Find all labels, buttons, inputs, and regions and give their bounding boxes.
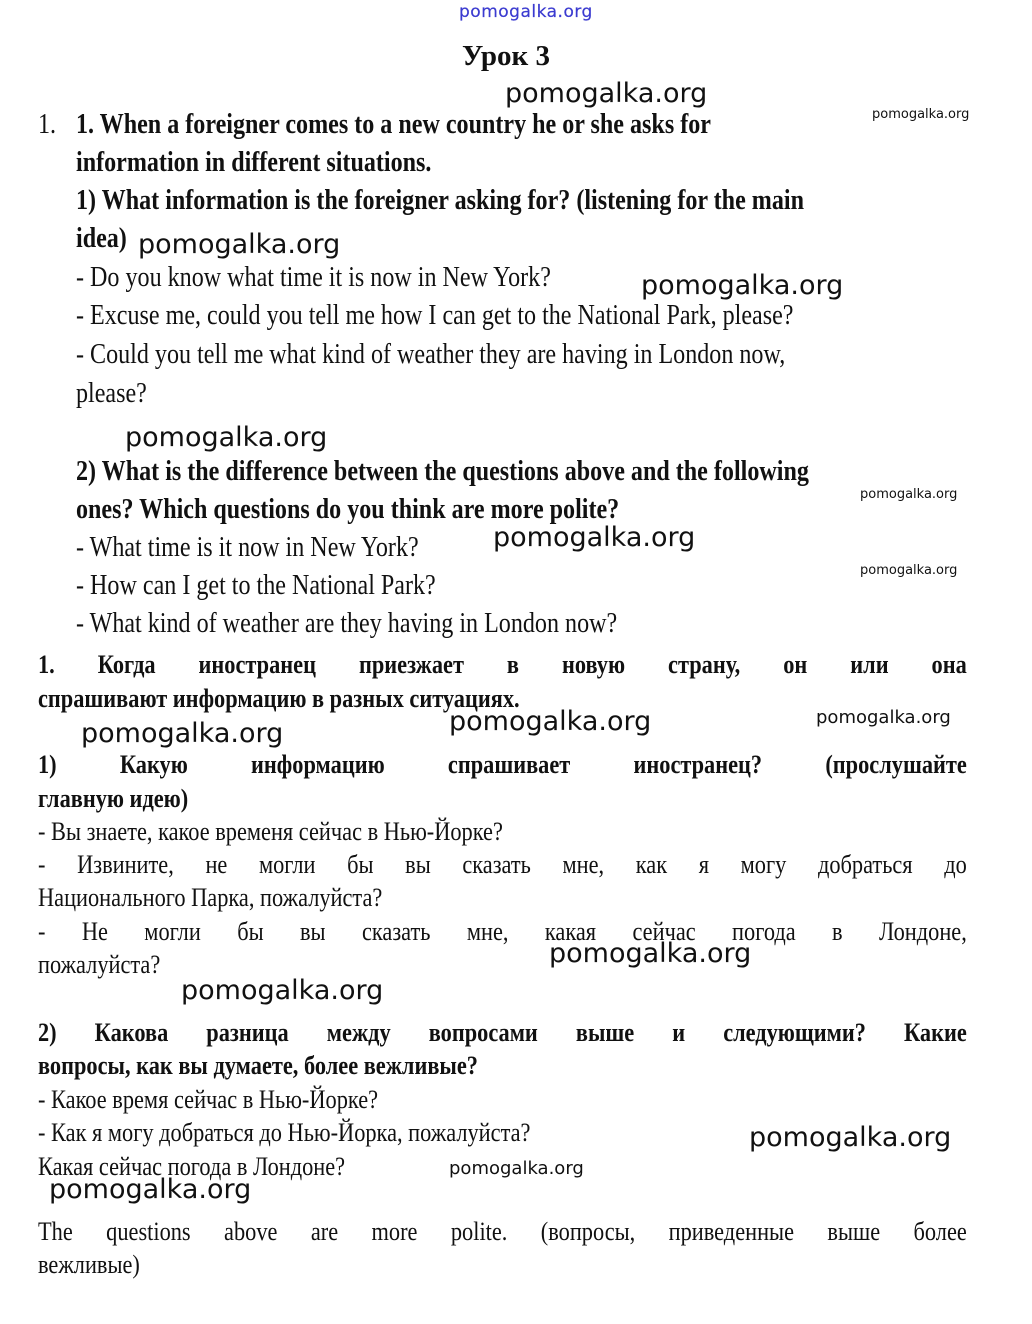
list-item: - Какое время сейчас в Нью-Йорке? [38, 1085, 379, 1114]
question1-ru-line1-text: 1) Какую информацию спрашивает иностранец? (прослушайте [38, 750, 967, 779]
answer-line2: вежливые) [38, 1250, 140, 1279]
watermark: pomogalka.org [81, 718, 284, 749]
question1-en-line1: 1) What information is the foreigner asking for? (listening for the main [76, 185, 804, 216]
exercise-heading-ru-line2: спрашивают информацию в разных ситуациях. [38, 684, 520, 713]
question2-ru-line2: вопросы, как вы думаете, более вежливые? [38, 1051, 478, 1080]
watermark: pomogalka.org [860, 563, 958, 578]
list-item-text: - Не могли бы вы сказать мне, какая сейчас погода в Лондоне, [38, 917, 967, 946]
watermark: pomogalka.org [138, 229, 341, 260]
watermark: pomogalka.org [872, 107, 970, 122]
page-title: Урок 3 [462, 40, 550, 72]
watermark: pomogalka.org [505, 78, 708, 109]
list-item: пожалуйста? [38, 950, 161, 979]
exercise-heading-en-line1: 1. When a foreigner comes to a new country he or she asks for [76, 109, 711, 140]
list-item: - Как я могу добраться до Нью-Йорка, пожалуйста? [38, 1118, 531, 1147]
list-item: - What kind of weather are they having in London now? [76, 608, 618, 639]
answer-line1 [38, 1215, 967, 1249]
question1-ru-line1 [38, 748, 967, 782]
watermark: pomogalka.org [449, 706, 652, 737]
list-item: - Could you tell me what kind of weather they are having in London now, [76, 339, 786, 370]
watermark: pomogalka.org [641, 270, 844, 301]
site-link[interactable]: pomogalka.org [459, 2, 593, 22]
list-item: - Вы знаете, какое временя сейчас в Нью-Йорке? [38, 817, 503, 846]
question2-en-line1: 2) What is the difference between the questions above and the following [76, 456, 809, 487]
list-item: Национального Парка, пожалуйста? [38, 883, 383, 912]
watermark: pomogalka.org [181, 975, 384, 1006]
exercise-heading-en-line2: information in different situations. [76, 147, 432, 178]
watermark: pomogalka.org [816, 707, 951, 728]
watermark: pomogalka.org [860, 487, 958, 502]
list-item-text: - Извините, не могли бы вы сказать мне, как я могу добраться до [38, 850, 967, 879]
watermark: pomogalka.org [49, 1174, 252, 1205]
answer-line1-text: The questions above are more polite. (вопросы, приведенные выше более [38, 1217, 967, 1246]
list-item [38, 848, 967, 882]
question1-ru-line2: главную идею) [38, 784, 189, 813]
watermark: pomogalka.org [449, 1158, 584, 1179]
watermark: pomogalka.org [549, 938, 752, 969]
list-item: Какая сейчас погода в Лондоне? [38, 1152, 346, 1181]
list-item: - Do you know what time it is now in New York? [76, 262, 551, 293]
list-item: - How can I get to the National Park? [76, 570, 436, 601]
watermark: pomogalka.org [749, 1122, 952, 1153]
list-item: - Excuse me, could you tell me how I can get to the National Park, please? [76, 300, 794, 331]
question1-en-line2: idea) [76, 223, 127, 254]
watermark: pomogalka.org [493, 522, 696, 553]
watermark: pomogalka.org [125, 422, 328, 453]
question2-en-line2: ones? Which questions do you think are more polite? [76, 494, 620, 525]
list-item [38, 915, 967, 949]
exercise-heading-ru-line1-text: 1. Когда иностранец приезжает в новую страну, он или она [38, 650, 967, 679]
list-item: please? [76, 378, 147, 409]
question2-ru-line1-text: 2) Какова разница между вопросами выше и следующими? Какие [38, 1018, 967, 1047]
exercise-heading-ru-line1 [38, 648, 967, 682]
question2-ru-line1 [38, 1016, 967, 1050]
list-number: 1. [38, 109, 57, 140]
list-item: - What time is it now in New York? [76, 532, 419, 563]
